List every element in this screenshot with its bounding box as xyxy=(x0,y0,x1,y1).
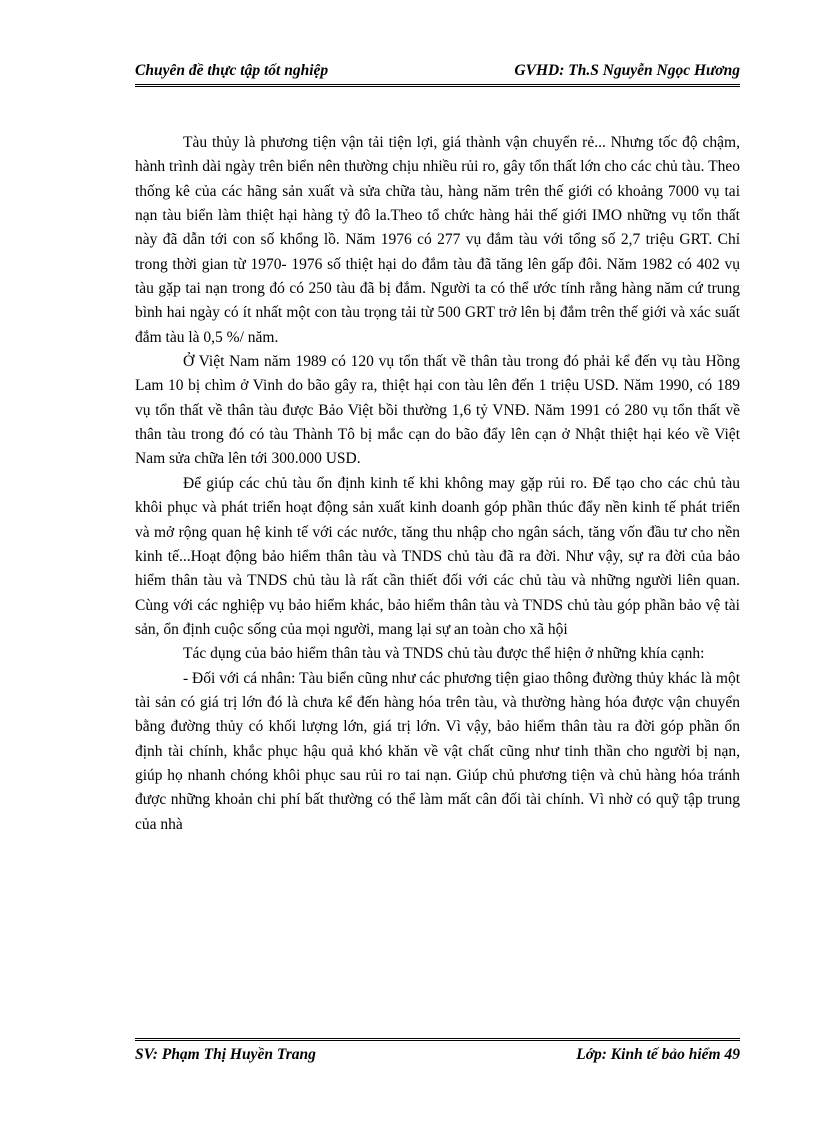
header-thesis-title: Chuyên đề thực tập tốt nghiệp xyxy=(135,62,329,79)
page-header xyxy=(135,60,740,87)
paragraph-individual-effects: - Đối với cá nhân: Tàu biển cũng như các phương tiện giao thông đường thủy khác là một tài sản có giá trị lớn đó là chưa kể đến hàng hóa trên tàu, và thường hàng hóa được vận chuyển bằng đường thủy có khối lượng lớn, giá trị lớn. Vì vậy, bảo hiểm thân tàu ra đời góp phần ổn định tài chính, khắc phục hậu quả khó khăn về vật chất cũng như tinh thần cho người bị nạn, giúp họ nhanh chóng khôi phục sau rủi ro tai nạn. Giúp chủ phương tiện và chủ hàng hóa tránh được những khoản chi phí bất thường có thể làm mất cân đối tài chính. Vì nhờ có quỹ tập trung của nhà xyxy=(135,669,740,833)
document-body xyxy=(135,131,740,837)
paragraph-vietnam-ship-losses: Ở Việt Nam năm 1989 có 120 vụ tổn thất về thân tàu trong đó phải kể đến vụ tàu Hồng Lam 10 bị chìm ở Vinh do bão gây ra, thiệt hại con tàu lên đến 1 triệu USD. Năm 1990, có 189 vụ tổn thất về thân tàu được Bảo Việt bồi thường 1,6 tỷ VNĐ. Năm 1991 có 280 vụ tổn thất về thân tàu trong đó có tàu Thành Tô bị mắc cạn do bão đẩy lên cạn ở Nhật thiệt hại kéo về Việt Nam sửa chữa lên tới 300.000 USD. xyxy=(135,353,740,468)
paragraph-insurance-purpose: Để giúp các chủ tàu ổn định kinh tế khi không may gặp rủi ro. Để tạo cho các chủ tàu khôi phục và phát triển hoạt động sản xuất kinh doanh góp phần thúc đẩy nền kinh tế phát triển và mở rộng quan hệ kinh tế với các nước, tăng thu nhập cho ngân sách, tăng vốn đầu tư cho nền kinh tế...Hoạt động bảo hiểm thân tàu và TNDS chủ tàu đã ra đời. Như vậy, sự ra đời của bảo hiểm thân tàu và TNDS chủ tàu là rất cần thiết đối với các chủ tàu và những người liên quan. Cùng với các nghiệp vụ bảo hiểm khác, bảo hiểm thân tàu và TNDS chủ tàu góp phần bảo vệ tài sản, ổn định cuộc sống của mọi người, mang lại sự an toàn cho xã hội xyxy=(135,474,740,638)
paragraph-effects-intro: Tác dụng của bảo hiểm thân tàu và TNDS chủ tàu được thể hiện ở những khía cạnh: xyxy=(183,645,705,663)
footer-class-name: Lớp: Kinh tế bảo hiểm 49 xyxy=(576,1046,740,1063)
paragraph-world-ship-losses: Tàu thủy là phương tiện vận tải tiện lợi, giá thành vận chuyển rẻ... Nhưng tốc độ chậm, hành trình dài ngày trên biển nên thường chịu nhiều rủi ro, gây tổn thất lớn cho các chủ tàu. Theo thống kê của các hãng sản xuất và sửa chữa tàu, hàng năm trên thế giới có khoảng 7000 vụ tai nạn tàu biển làm thiệt hại hàng tỷ đô la.Theo tổ chức hàng hải thế giới IMO những vụ tổn thất này đã dẫn tới con số khổng lồ. Năm 1976 có 277 vụ đắm tàu với tổng số 2,7 triệu GRT. Chỉ trong thời gian từ 1970- 1976 số thiệt hại do đắm tàu đã tăng lên gấp đôi. Năm 1982 có 402 vụ tàu gặp tai nạn trong đó có 250 tàu đã bị đắm. Người ta có thể ước tính rằng hàng năm cứ trung bình hai ngày có ít nhất một con tàu trọng tải từ 500 GRT trở lên bị đắm trên thế giới và xác suất đắm tàu là 0,5 %/ năm. xyxy=(135,134,740,346)
page-footer xyxy=(135,1038,740,1067)
footer-student-name: SV: Phạm Thị Huyền Trang xyxy=(135,1046,316,1063)
header-supervisor: GVHD: Th.S Nguyễn Ngọc Hương xyxy=(514,62,740,79)
